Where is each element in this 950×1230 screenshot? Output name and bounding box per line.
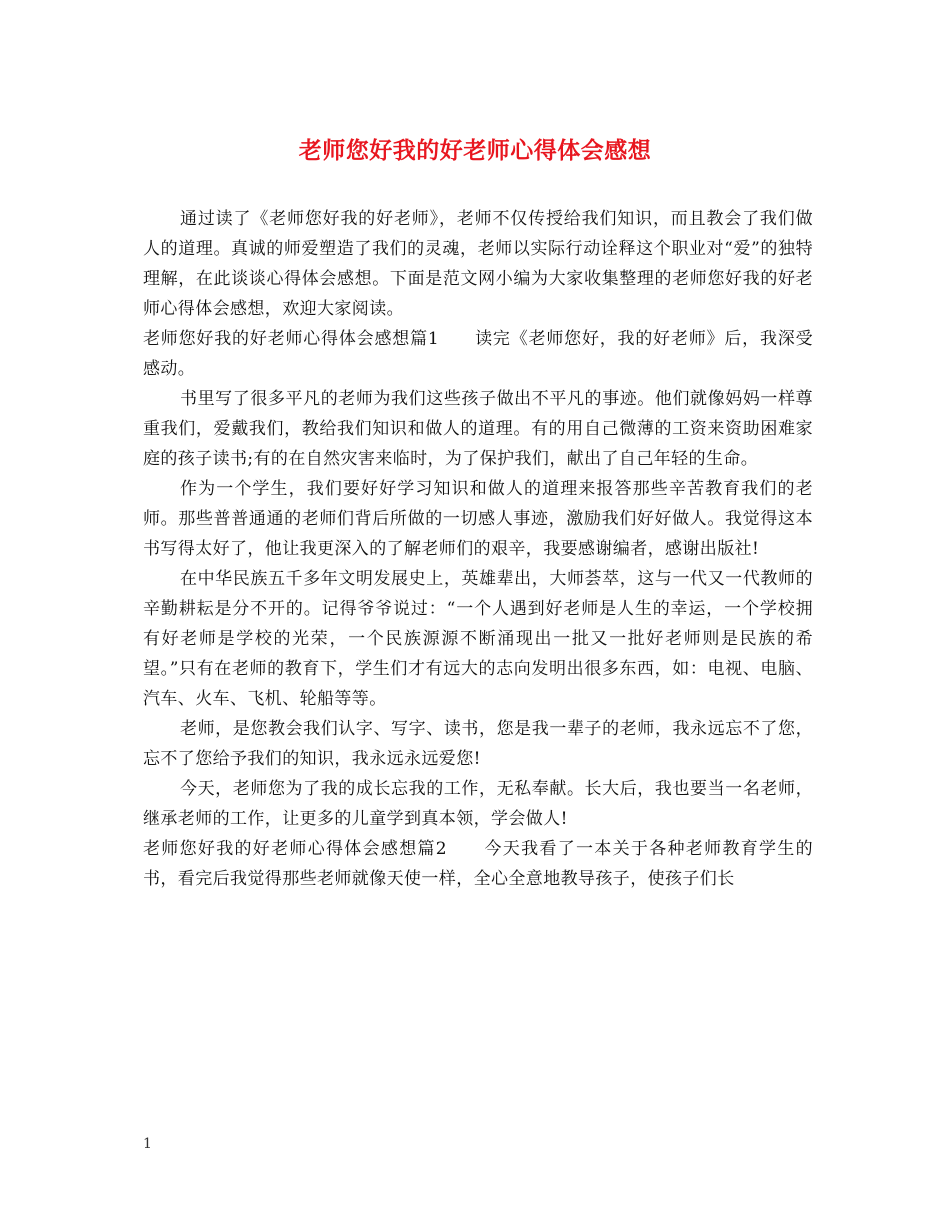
- document-title: 老师您好我的好老师心得体会感想: [298, 137, 652, 164]
- paragraph: 今天，老师您为了我的成长忘我的工作，无私奉献。长大后，我也要当一名老师，继承老师的工作，让更多的儿童学到真本领，学会做人!: [143, 779, 813, 829]
- paragraph-section-1-heading: 老师您好我的好老师心得体会感想篇1 读完《老师您好，我的好老师》后，我深受感动。: [143, 329, 813, 379]
- paragraph-section-2-heading: 老师您好我的好老师心得体会感想篇2 今天我看了一本关于各种老师教育学生的书，看完后我觉得那些老师就像天使一样，全心全意地教导孩子，使孩子们长: [143, 839, 813, 889]
- paragraph: 在中华民族五千多年文明发展史上，英雄辈出，大师荟萃，这与一代又一代教师的辛勤耕耘是分不开的。记得爷爷说过：“一个人遇到好老师是人生的幸运，一个学校拥有好老师是学校的光荣，一个民族源源不断涌现出一批又一批好老师则是民族的希望。”只有在老师的教育下，学生们才有远大的志向发明出很多东西，如：电视、电脑、汽车、火车、飞机、轮船等等。: [143, 569, 813, 709]
- paragraph: 老师，是您教会我们认字、写字、读书，您是我一辈子的老师，我永远忘不了您，忘不了您给予我们的知识，我永远永远爱您!: [143, 719, 813, 769]
- document-body: [143, 204, 813, 894]
- paragraph: 书里写了很多平凡的老师为我们这些孩子做出不平凡的事迹。他们就像妈妈一样尊重我们，爱戴我们，教给我们知识和做人的道理。有的用自己微薄的工资来资助困难家庭的孩子读书;有的在自然灾害来临时，为了保护我们，献出了自己年轻的生命。: [143, 389, 813, 469]
- paragraph: 作为一个学生，我们要好好学习知识和做人的道理来报答那些辛苦教育我们的老师。那些普普通通的老师们背后所做的一切感人事迹，激励我们好好做人。我觉得这本书写得太好了，他让我更深入的了解老师们的艰辛，我要感谢编者，感谢出版社!: [143, 479, 813, 559]
- page-number: 1: [143, 1136, 152, 1152]
- paragraph-intro: 通过读了《老师您好我的好老师》，老师不仅传授给我们知识，而且教会了我们做人的道理。真诚的师爱塑造了我们的灵魂，老师以实际行动诠释这个职业对“爱”的独特理解，在此谈谈心得体会感想。下面是范文网小编为大家收集整理的老师您好我的好老师心得体会感想，欢迎大家阅读。: [143, 209, 813, 319]
